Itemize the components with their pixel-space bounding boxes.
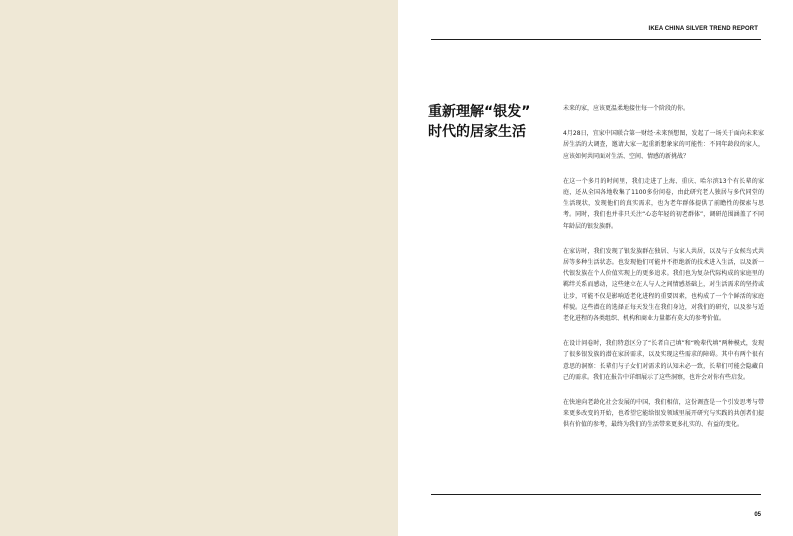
closing-paragraph: 在快速向老龄化社会发展的中国，我们相信，这份调查是一个引发思考与带来更多改变的开始，也希望它能给银发领域里展开研究与实践的共创者们提供有价值的参考，最终为我们的生活带来更多扎实的、有益的变化。	[563, 399, 764, 429]
questionnaire-paragraph: 在设计问卷时，我们特意区分了“长者自己填”和“晚辈代填”两种模式，发现了很多银发族的潜在家居需求，以及实现这些需求的障碍。其中有两个很有意思的洞察：长辈们与子女们对需求的认知未必一致，长辈们可能会隐藏自己的需求。我们在报告中详细展示了这些洞察，也许会对你有些启发。	[563, 340, 764, 381]
page-title-line-2: 时代的居家生活	[428, 124, 526, 140]
page-number: 05	[754, 512, 761, 518]
page-title-line-1: 重新理解“银发”	[428, 104, 531, 120]
survey-launch-paragraph: 4月28日，宜家中国联合第一财经·未来预想图，发起了一场关于面向未来家居生活的大调查，邀请大家一起重新想象家的可能性：不同年龄段的家人，应该如何共同面对生活、空间、情感的新挑战？	[563, 130, 764, 160]
home-visit-findings-paragraph: 在家访时，我们发现了银发族群在独居、与家人共居，以及与子女候鸟式共居等多种生活状态。也发现他们可能并不拒绝新的技术进入生活，以及新一代银发族在个人价值实现上的更多追求。我们也为复杂代际构成的家庭里的羁绊关系而感动，这些建立在人与人之间情感基础上，对生活需求的坚持或让步，可能不仅是影响适老化进程的重要因素，也构成了一个个鲜活的家庭样貌。这些潜在的选择正每天发生在我们身边，对我们的研究，以及参与适老化进程的各类组织、机构和商业力量都有莫大的参考价值。	[563, 247, 764, 323]
bottom-divider	[431, 494, 761, 495]
report-header-title: IKEA CHINA SILVER TREND REPORT	[648, 26, 758, 32]
page-title	[428, 102, 560, 142]
top-divider	[431, 39, 761, 40]
home-visit-scope-paragraph: 在这一个多月的时间里，我们走进了上海、重庆、哈尔滨13个有长辈的家庭，还从全国各地收集了1100多份问卷，由此研究老人独居与多代同堂的生活现状，发现他们的真实需求，也为老年群体提供了前瞻性的探索与思考。同时，我们也并非只关注“心态年轻的初老群体”，调研范围涵盖了不同年龄层的银发族群。	[563, 177, 764, 230]
body-text-column	[563, 103, 764, 445]
intro-paragraph: 未来的家，应该更温柔地接住每一个阶段的你。	[563, 105, 690, 112]
